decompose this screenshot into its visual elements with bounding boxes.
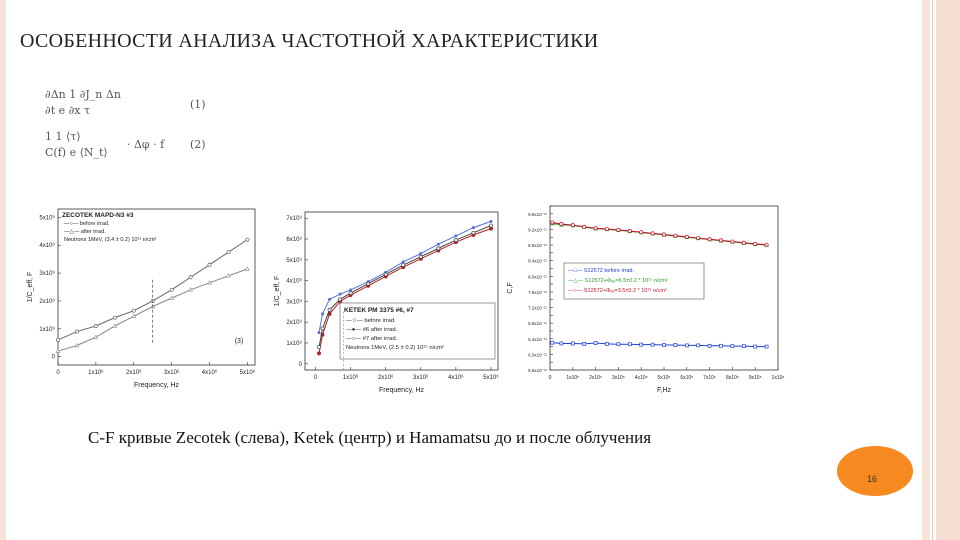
figure-caption: C-F кривые Zecotek (слева), Ketek (центр) и Hamamatsu до и после облучения [88,428,652,447]
chart-2-series-2-point [662,233,665,236]
chart-2-series-2-point [594,227,597,230]
chart-1-title: KETEK PM 3375 #6, #7 [344,307,414,314]
chart-0-ytick-label: 5x10⁹ [39,215,55,222]
chart-0-ytick-label: 0 [51,354,55,361]
formula-1-bottom: ∂t e ∂x τ [45,104,91,117]
chart-0-xtick-label: 5x10⁶ [239,370,256,376]
chart-1-series-0-point [318,331,321,334]
chart-2-series-2-point [742,241,745,244]
chart-2-xtick-label: 1x10⁶ [771,375,785,381]
chart-0-ytick-label: 1x10⁹ [39,326,55,333]
chart-2-series-0-point [560,342,563,345]
chart-0-ytick-label: 3x10⁹ [39,271,55,278]
chart-1-series-2-point [328,308,331,311]
chart-2-ytick-label: 7.2x10⁻¹¹ [528,305,547,311]
chart-2-series-0-point [674,344,677,347]
chart-0-series-0-point [75,330,78,333]
chart-0-series-0-point [227,251,230,254]
chart-0-series-0-point [208,263,211,266]
chart-1-yaxis-label: 1/C_eff, F [274,275,281,307]
chart-2-ytick-label: 8.0x10⁻¹¹ [528,274,547,280]
chart-1-xtick-label: 0 [313,375,318,381]
chart-1-series-1-point [317,352,320,355]
chart-0-series-0-point [246,238,249,241]
chart-2-series-2-point [685,235,688,238]
chart-2-series-0-point [651,343,654,346]
chart-1-ytick-label: 0 [298,361,302,368]
chart-1-ytick-label: 5x10⁹ [286,257,302,264]
chart-1-ytick-label: 6x10⁹ [286,237,302,244]
chart-0-title: ZECOTEK MAPD-N3 #3 [62,212,134,219]
chart-1-series-0-point [420,252,423,255]
chart-2-series-2-point [617,228,620,231]
chart-2-xtick-label: 5x10⁵ [657,375,671,381]
chart-0-series-0-point [94,324,97,327]
chart-1-series-2-point [489,224,492,227]
chart-2-series-0-point [731,345,734,348]
chart-0-legend-item: Neutrons 1MeV, (3.4 ± 0.2) 10¹¹ n/cm² [64,237,157,243]
chart-1-series-2-point [437,247,440,250]
chart-2-series-2-point [640,231,643,234]
chart-2-series-0-point [583,342,586,345]
chart-2-legend-item: —○— S12572+Φₑₑ=3.5±0.2 * 10¹⁵ n/cm² [568,288,667,294]
chart-2-legend-item: —□— S12572 before irrad. [568,268,634,274]
chart-1-ytick-label: 1x10⁹ [286,340,302,347]
chart-0-ytick-label: 2x10⁹ [39,298,55,305]
chart-1-series-0-point [472,226,475,229]
chart-2-series-2-point [560,222,563,225]
chart-1-series-2-point [419,255,422,258]
chart-2-xtick-label: 1x10⁵ [566,375,580,381]
chart-1-series-0-point [321,313,324,316]
chart-2-xtick-label: 8x10⁵ [725,375,739,381]
chart-1-series-2-point [317,346,320,349]
chart-2-series-0-point [628,343,631,346]
chart-1-xtick-label: 3x10⁶ [413,375,429,381]
chart-0-xaxis-label: Frequency, Hz [134,382,179,389]
chart-1-xtick-label: 2x10⁶ [377,375,394,381]
chart-2-series-0-point [720,344,723,347]
chart-2-xaxis-label: F,Hz [657,387,671,394]
formula-2-number: (2) [190,138,206,151]
chart-2-series-2-point [765,243,768,246]
chart-2-ytick-label: 5.6x10⁻¹¹ [528,368,547,373]
chart-1-series-2-point [338,298,341,301]
chart-2-ytick-label: 9.6x10⁻¹¹ [528,211,547,217]
chart-1-series-2-point [384,273,387,276]
chart-2-series-0-point [617,343,620,346]
chart-1-series-2-point [321,327,324,330]
chart-1-series-0-point [328,298,331,301]
chart-0-xtick-label: 4x10⁶ [201,370,218,376]
chart-1-xaxis-label: Frequency, Hz [379,387,424,394]
chart-2-series-0-point [742,345,745,348]
page-number: 16 [867,474,878,484]
chart-0-legend-item: —○— before irrad. [64,221,110,227]
chart-2-ytick-label: 6.4x10⁻¹¹ [528,336,547,342]
chart-0-annotation: (3) [234,338,244,345]
chart-2-series-2-point [583,225,586,228]
chart-2-xtick-label: 4x10⁵ [634,375,648,381]
formula-2-rhs: · Δφ · f [127,138,165,151]
chart-0-series-0-point [132,309,135,312]
chart-1-ytick-label: 7x10⁹ [286,216,302,223]
chart-2-series-0-point [606,342,609,345]
chart-1-series-2-point [472,231,475,234]
chart-1-series-2-point [454,238,457,241]
chart-0-xtick-label: 2x10⁶ [126,370,142,376]
chart-2-xtick-label: 2x10⁵ [589,375,603,381]
chart-0-ytick-label: 4x10⁹ [39,243,55,250]
chart-2-series-0-point [754,345,757,348]
chart-2-xtick-label: 0 [548,375,552,381]
chart-2-series-0-point [765,345,768,348]
chart-0-series-0-point [170,288,173,291]
chart-1-series-2-point [367,282,370,285]
slide-title: ОСОБЕННОСТИ АНАЛИЗА ЧАСТОТНОЙ ХАРАКТЕРИСТИКИ [20,30,599,52]
chart-2-series-0-point [594,342,597,345]
chart-1-series-2-point [349,291,352,294]
chart-0-xtick-label: 3x10⁶ [163,370,180,376]
chart-2-series-2-point [731,240,734,243]
formula-1-top: ∂Δn 1 ∂J_n Δn [45,88,121,101]
chart-2-series-2-point [551,221,554,224]
chart-0-yaxis-label: 1/C_eff, F [27,271,34,303]
chart-1-series-0-point [339,293,342,296]
chart-0-xtick-label: 0 [56,370,60,376]
chart-2-series-2-point [628,229,631,232]
chart-2-series-2-point [754,242,757,245]
chart-2-legend-item: —△— S12572+Φₑₑ=6.5±0.2 * 10¹⁵ n/cm² [568,278,668,284]
chart-1-series-0-point [402,261,405,264]
chart-0-series-0-point [189,276,192,279]
chart-1-legend-item: —●— #6 after irrad. [346,327,398,333]
chart-2-series-2-point [719,239,722,242]
chart-0-legend-item: —△— after irrad. [64,229,106,235]
formula-2-top: 1 1 ⟨τ⟩ [45,130,81,143]
chart-2-ytick-label: 6.0x10⁻¹¹ [528,352,547,358]
chart-2-series-0-point [663,344,666,347]
chart-1-legend-item: Neutrons 1MeV, (2.5 ± 0.2) 10¹⁵ n/cm² [346,345,444,351]
chart-2-ytick-label: 6.8x10⁻¹¹ [528,321,547,327]
chart-1-ytick-label: 2x10⁹ [286,320,302,327]
chart-2-series-2-point [674,234,677,237]
chart-1-xtick-label: 1x10⁶ [342,375,359,381]
chart-2-series-0-point [685,344,688,347]
chart-0-series-0-point [113,316,116,319]
chart-1-series-0-point [349,289,352,292]
page-number-badge [837,446,913,496]
chart-2-series-0-point [640,343,643,346]
chart-2-ytick-label: 9.2x10⁻¹¹ [528,227,547,233]
chart-1-series-2-point [402,263,405,266]
chart-2-xtick-label: 6x10⁵ [680,375,694,381]
chart-1-legend-item: —☆— before irrad. [346,318,396,324]
chart-1-ytick-label: 3x10⁹ [286,299,302,306]
chart-1-legend-item: —○— #7 after irrad. [346,336,398,342]
chart-2-series-0-point [697,344,700,347]
chart-2-series-2-point [571,224,574,227]
chart-2-series-0-point [708,344,711,347]
chart-2-yaxis-label: C,F [507,282,514,294]
chart-1-series-0-point [490,220,493,223]
chart-1-ytick-label: 4x10⁹ [286,278,302,285]
chart-0-series-0-point [56,338,59,341]
chart-1-series-1-point [489,227,492,230]
chart-2-series-2-point [605,227,608,230]
chart-0-xtick-label: 1x10⁶ [88,370,104,376]
formula-2-bottom: C(f) e ⟨N_t⟩ [45,146,108,159]
chart-2-series-0-point [571,342,574,345]
formula-1-number: (1) [190,98,206,111]
chart-1-series-0-point [437,243,440,246]
chart-1-series-0-point [455,235,458,238]
chart-2-xtick-label: 7x10⁵ [703,375,717,381]
chart-2-ytick-label: 8.4x10⁻¹¹ [528,258,547,264]
chart-2-ytick-label: 8.8x10⁻¹¹ [528,243,547,249]
chart-2-xtick-label: 3x10⁵ [611,375,625,381]
chart-2-xtick-label: 9x10⁵ [748,375,762,381]
chart-2-series-0-point [551,341,554,344]
chart-2-series-2-point [708,238,711,241]
chart-2-series-2-point [697,236,700,239]
chart-1-xtick-label: 4x10⁶ [448,375,464,381]
chart-2-series-2-point [651,232,654,235]
chart-1-xtick-label: 5x10⁶ [483,375,499,381]
chart-2-ytick-label: 7.6x10⁻¹¹ [528,289,547,295]
